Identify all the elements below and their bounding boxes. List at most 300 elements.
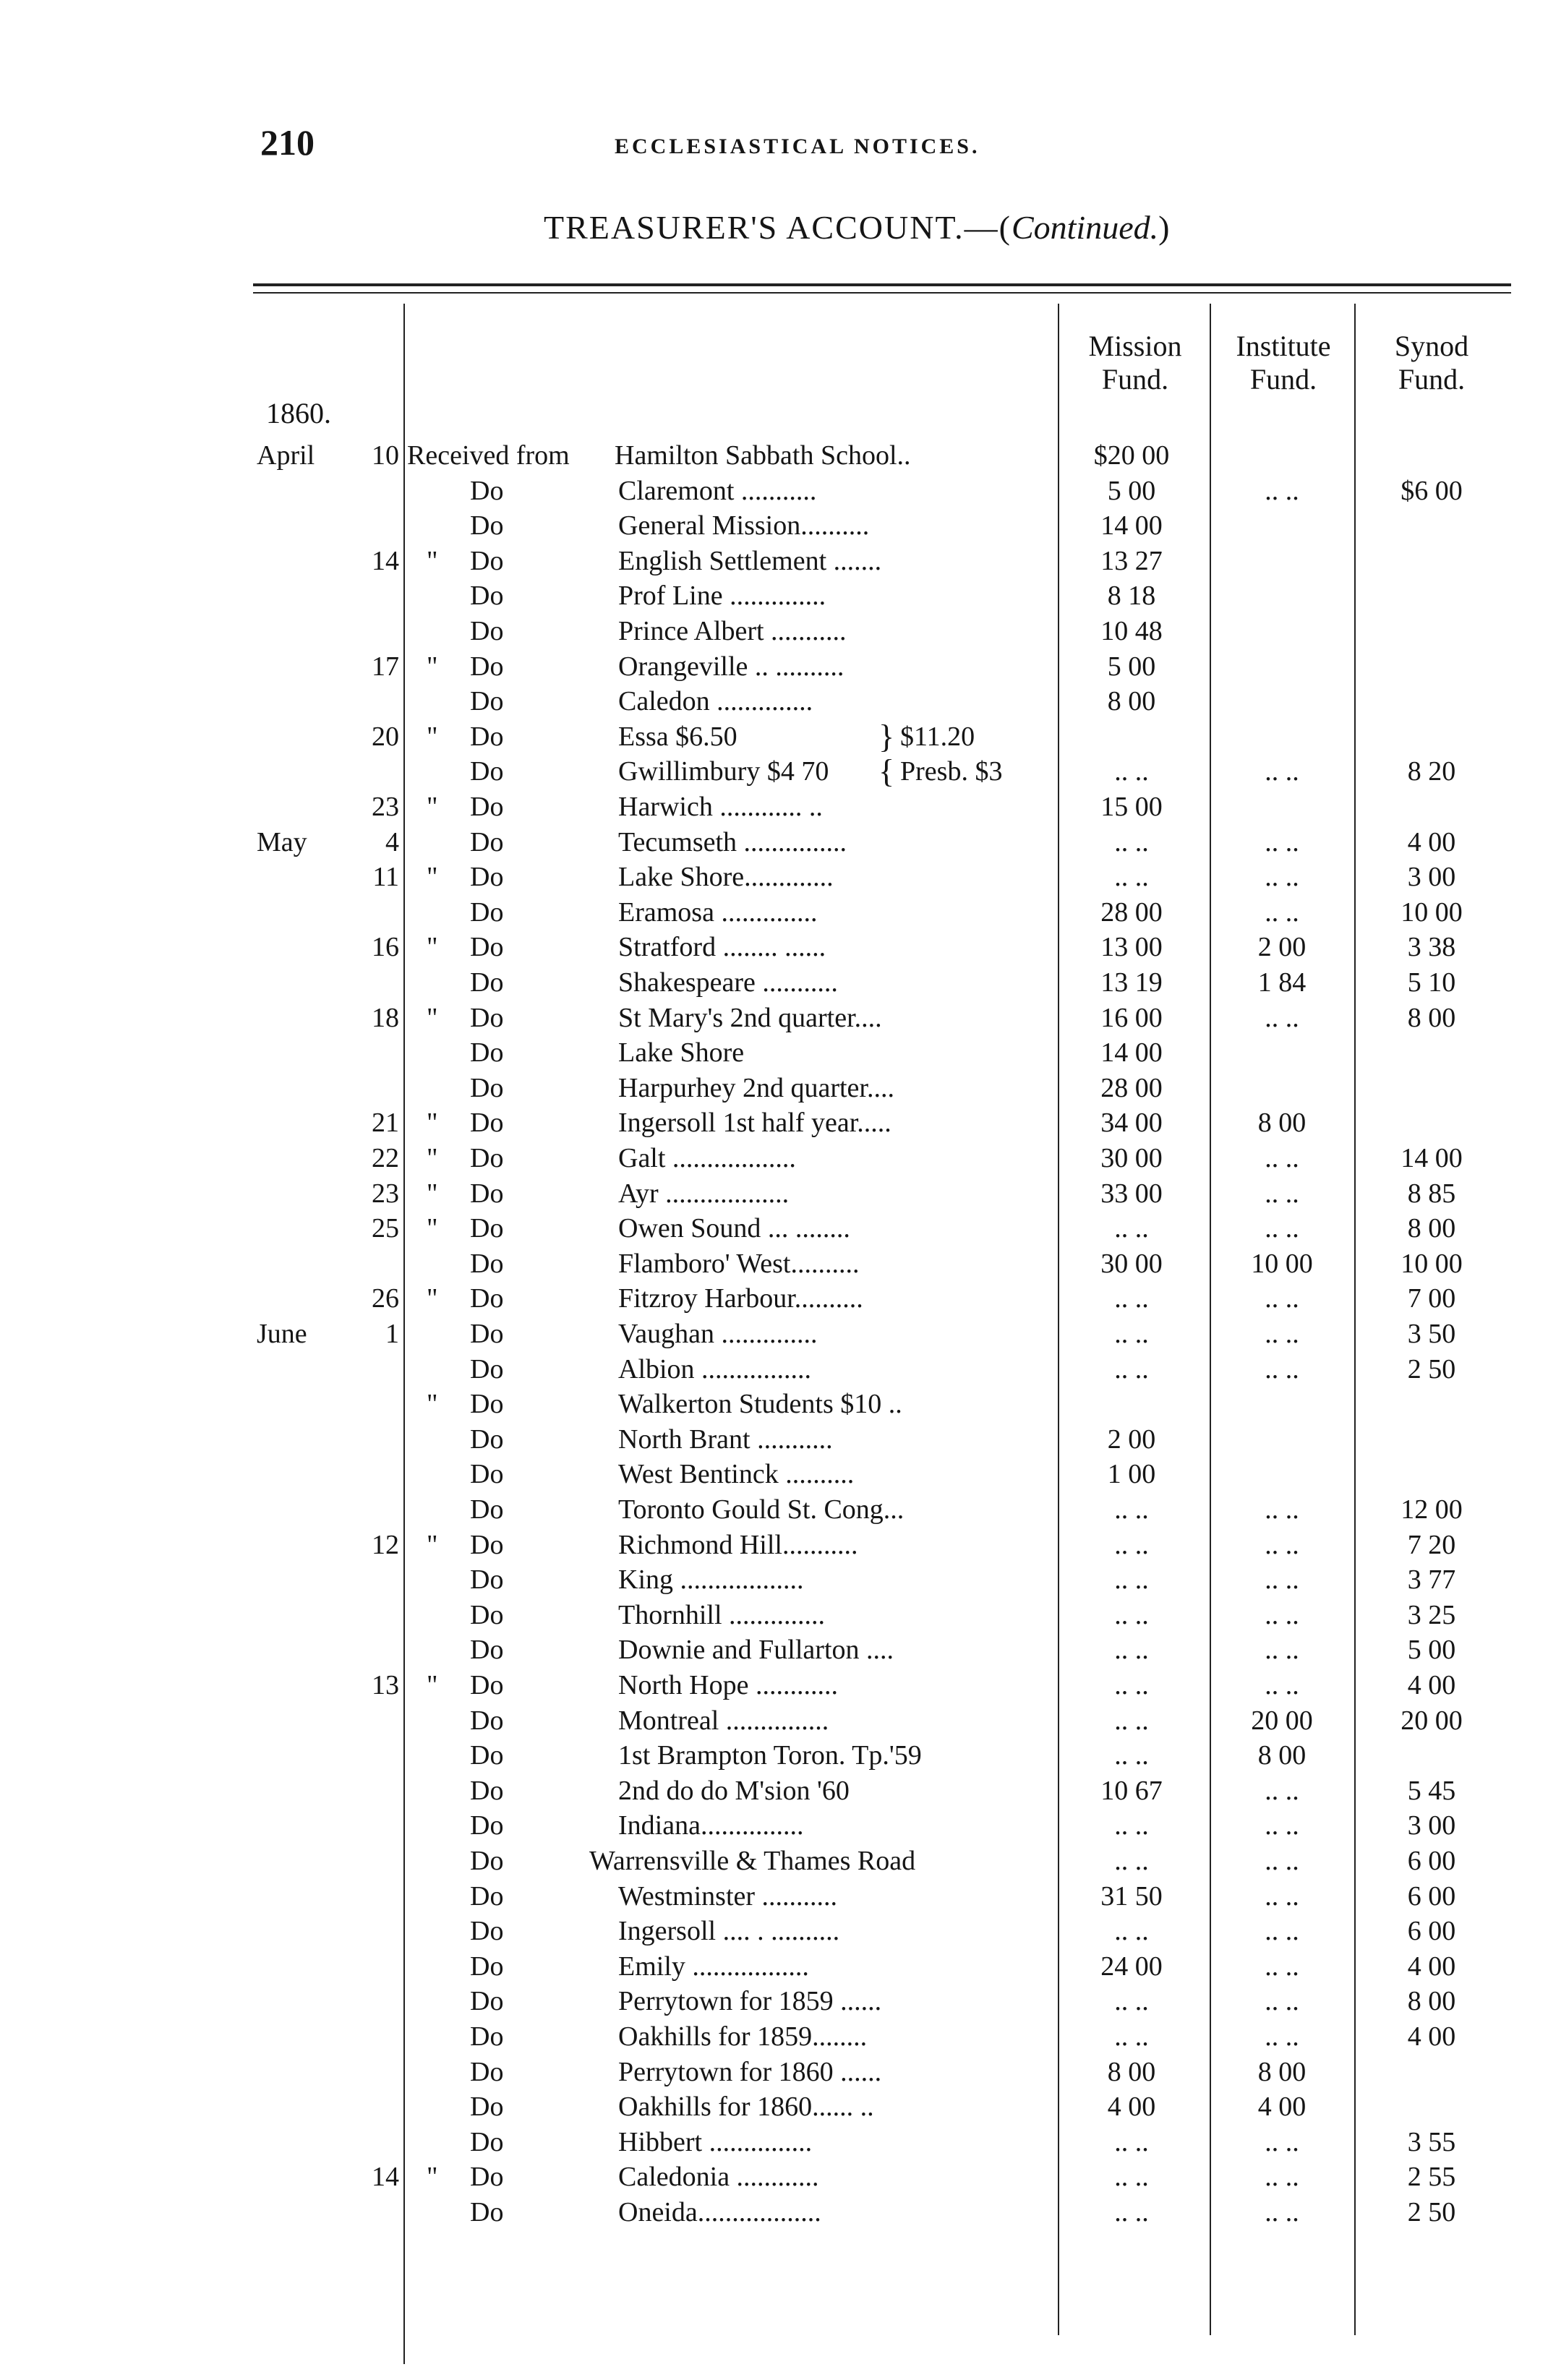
- synod-fund-amount: 4 00: [1407, 1670, 1456, 1700]
- institute-fund-amount: .. ..: [1265, 1670, 1299, 1700]
- entry-ditto-word: Do: [470, 1002, 504, 1033]
- entry-description: Tecumseth ...............: [618, 826, 847, 857]
- entry-day: 23: [372, 1178, 399, 1209]
- ditto-mark: ": [427, 1178, 438, 1209]
- table-row: [0, 1176, 1548, 1211]
- mission-fund-amount: .. ..: [1114, 1635, 1149, 1666]
- synod-fund-amount: 3 55: [1407, 2126, 1456, 2157]
- entry-description: 2nd do do M'sion '60: [618, 1775, 850, 1806]
- mission-fund-amount: 8 18: [1107, 581, 1156, 612]
- synod-fund-amount: 4 00: [1407, 826, 1456, 857]
- ditto-mark: ": [427, 792, 438, 822]
- entry-description: Ingersoll .... . ..........: [618, 1916, 840, 1947]
- entry-bracket-note: Presb. $3: [900, 756, 1003, 787]
- entry-day: 26: [372, 1283, 399, 1314]
- mission-fund-amount: 5 00: [1107, 475, 1156, 506]
- entry-description: Toronto Gould St. Cong...: [618, 1494, 905, 1525]
- ditto-mark: ": [427, 2162, 438, 2193]
- table-row: [0, 860, 1548, 894]
- entry-description: English Settlement .......: [618, 545, 882, 576]
- entry-day: 4: [385, 826, 399, 857]
- entry-description: Galt ..................: [618, 1143, 796, 1173]
- entry-ditto-word: Do: [470, 1599, 504, 1630]
- entry-ditto-word: Do: [470, 1916, 504, 1947]
- entry-description: Ingersoll 1st half year.....: [618, 1108, 891, 1139]
- mission-fund-amount: 13 27: [1100, 545, 1163, 576]
- institute-fund-amount: .. ..: [1265, 2126, 1299, 2157]
- institute-fund-amount: .. ..: [1265, 1599, 1299, 1630]
- synod-fund-header-line1: Synod: [1394, 330, 1469, 362]
- synod-fund-amount: 6 00: [1407, 1880, 1456, 1912]
- mission-fund-amount: 33 00: [1100, 1178, 1163, 1209]
- mission-fund-amount: .. ..: [1114, 1213, 1149, 1244]
- table-row: [0, 438, 1548, 473]
- entry-description: Eramosa ..............: [618, 896, 818, 928]
- entry-description: Essa $6.50: [618, 721, 737, 752]
- entry-ditto-word: Do: [470, 1810, 504, 1841]
- mission-fund-amount: .. ..: [1114, 1353, 1149, 1384]
- ditto-mark: ": [427, 545, 438, 576]
- table-row: [0, 544, 1548, 578]
- synod-fund-amount: 8 00: [1407, 1986, 1456, 2017]
- entry-ditto-word: Do: [470, 2056, 504, 2087]
- institute-fund-amount: .. ..: [1265, 1178, 1299, 1209]
- synod-fund-amount: 8 85: [1407, 1178, 1456, 1209]
- entry-ditto-word: Do: [470, 1389, 504, 1420]
- entry-description: Prince Albert ...........: [618, 616, 847, 646]
- mission-fund-amount: .. ..: [1114, 1986, 1149, 2017]
- entry-description: Caledonia ............: [618, 2162, 819, 2193]
- synod-fund-amount: 3 77: [1407, 1564, 1456, 1596]
- entry-day: 14: [372, 2162, 399, 2193]
- entry-day: 20: [372, 721, 399, 752]
- table-row: [0, 1879, 1548, 1914]
- entry-ditto-word: Do: [470, 1880, 504, 1912]
- synod-fund-header: [1359, 330, 1504, 396]
- table-row: [0, 754, 1548, 789]
- table-row: [0, 578, 1548, 613]
- institute-fund-amount: 8 00: [1257, 2056, 1307, 2087]
- mission-fund-amount: 15 00: [1100, 792, 1163, 822]
- entry-day: 11: [372, 862, 399, 893]
- brace-mark: {: [878, 753, 895, 790]
- institute-fund-amount: .. ..: [1265, 475, 1299, 506]
- table-row: [0, 2055, 1548, 2089]
- synod-fund-amount: 2 55: [1407, 2162, 1456, 2193]
- institute-fund-amount: .. ..: [1265, 1951, 1299, 1982]
- mission-fund-amount: 10 48: [1100, 616, 1163, 646]
- table-row: [0, 474, 1548, 508]
- institute-fund-header-line1: Institute: [1236, 330, 1331, 362]
- entry-ditto-word: Do: [470, 1108, 504, 1139]
- entry-ditto-word: Do: [470, 1459, 504, 1490]
- synod-fund-amount: 3 50: [1407, 1319, 1456, 1349]
- entry-ditto-word: Do: [470, 1494, 504, 1525]
- synod-fund-amount: 8 20: [1407, 756, 1456, 787]
- table-row: [0, 2089, 1548, 2124]
- mission-fund-header-line1: Mission: [1088, 330, 1182, 362]
- entry-description: Flamboro' West..........: [618, 1248, 860, 1279]
- table-row: [0, 1668, 1548, 1703]
- synod-fund-amount: 7 20: [1407, 1529, 1456, 1560]
- table-row: [0, 2195, 1548, 2230]
- entry-description: Thornhill ..............: [618, 1599, 826, 1630]
- title-main: TREASURER'S ACCOUNT.—(: [544, 209, 1012, 246]
- entry-description: 1st Brampton Toron. Tp.'59: [618, 1740, 922, 1771]
- institute-fund-amount: .. ..: [1265, 756, 1299, 787]
- institute-fund-amount: .. ..: [1265, 1564, 1299, 1596]
- entry-description: Warrensville & Thames Road: [589, 1846, 916, 1876]
- entry-description: Hibbert ...............: [618, 2126, 813, 2157]
- ditto-mark: ": [427, 932, 438, 963]
- institute-fund-amount: .. ..: [1265, 1916, 1299, 1947]
- entry-ditto-word: Do: [470, 2197, 504, 2227]
- mission-fund-amount: 2 00: [1107, 1424, 1156, 1455]
- mission-fund-amount: .. ..: [1114, 1846, 1149, 1876]
- entry-day: 17: [372, 651, 399, 682]
- entry-ditto-word: Do: [470, 1424, 504, 1455]
- synod-fund-amount: 7 00: [1407, 1283, 1456, 1314]
- synod-fund-amount: 20 00: [1401, 1705, 1463, 1736]
- table-row: [0, 1457, 1548, 1491]
- institute-fund-amount: 10 00: [1251, 1248, 1313, 1279]
- entry-day: 10: [372, 440, 399, 471]
- synod-fund-amount: $6 00: [1401, 475, 1463, 506]
- institute-fund-amount: .. ..: [1265, 1213, 1299, 1244]
- mission-fund-amount: .. ..: [1114, 862, 1149, 893]
- entry-description: Richmond Hill...........: [618, 1529, 858, 1560]
- table-row: [0, 1562, 1548, 1597]
- mission-fund-amount: 13 00: [1100, 932, 1163, 963]
- entry-ditto-word: Do: [470, 1213, 504, 1244]
- entry-ditto-word: Do: [470, 1775, 504, 1806]
- institute-fund-amount: .. ..: [1265, 1810, 1299, 1841]
- table-row: [0, 895, 1548, 930]
- entry-day: 16: [372, 932, 399, 963]
- institute-fund-amount: .. ..: [1265, 2197, 1299, 2227]
- synod-fund-amount: 3 00: [1407, 862, 1456, 893]
- entry-description: St Mary's 2nd quarter....: [618, 1002, 882, 1033]
- entry-description: North Hope ............: [618, 1670, 838, 1700]
- mission-fund-amount: .. ..: [1114, 1599, 1149, 1630]
- institute-fund-amount: .. ..: [1265, 896, 1299, 928]
- entry-description: West Bentinck ..........: [618, 1459, 855, 1490]
- entry-month: June: [257, 1319, 307, 1349]
- mission-fund-amount: 31 50: [1100, 1880, 1163, 1912]
- table-row: [0, 1632, 1548, 1667]
- table-row: [0, 1808, 1548, 1843]
- entry-ditto-word: Do: [470, 651, 504, 682]
- table-row: [0, 684, 1548, 719]
- synod-fund-header-line2: Fund.: [1398, 363, 1466, 395]
- table-row: [0, 1528, 1548, 1562]
- mission-fund-amount: 14 00: [1100, 510, 1163, 542]
- entry-description: Prof Line ..............: [618, 581, 826, 612]
- table-row: [0, 1703, 1548, 1738]
- entry-ditto-word: Do: [470, 510, 504, 542]
- institute-fund-amount: 20 00: [1251, 1705, 1313, 1736]
- entry-ditto-word: Do: [470, 756, 504, 787]
- mission-fund-amount: 10 67: [1100, 1775, 1163, 1806]
- table-row: [0, 1844, 1548, 1878]
- entry-description: Perrytown for 1860 ......: [618, 2056, 882, 2087]
- table-row: [0, 1738, 1548, 1773]
- institute-fund-amount: .. ..: [1265, 1143, 1299, 1173]
- running-head: ECCLESIASTICAL NOTICES.: [615, 134, 980, 158]
- entry-description: Walkerton Students $10 ..: [618, 1389, 902, 1420]
- table-row: [0, 965, 1548, 1000]
- table-row: [0, 2019, 1548, 2054]
- mission-fund-amount: .. ..: [1114, 1670, 1149, 1700]
- mission-fund-amount: 1 00: [1107, 1459, 1156, 1490]
- table-row: [0, 2159, 1548, 2194]
- synod-fund-amount: 14 00: [1401, 1143, 1463, 1173]
- table-row: [0, 825, 1548, 860]
- synod-fund-amount: 2 50: [1407, 2197, 1456, 2227]
- institute-fund-amount: .. ..: [1265, 1319, 1299, 1349]
- mission-fund-amount: 8 00: [1107, 2056, 1156, 2087]
- mission-fund-amount: .. ..: [1114, 2197, 1149, 2227]
- table-row: [0, 1105, 1548, 1140]
- entry-ditto-word: Do: [470, 1143, 504, 1173]
- table-row: [0, 1281, 1548, 1316]
- table-row: [0, 1949, 1548, 1984]
- synod-fund-amount: 3 38: [1407, 932, 1456, 963]
- mission-fund-amount: 34 00: [1100, 1108, 1163, 1139]
- entry-ditto-word: Do: [470, 1072, 504, 1103]
- entry-ditto-word: Do: [470, 1635, 504, 1666]
- entry-ditto-word: Do: [470, 2162, 504, 2193]
- ditto-mark: ": [427, 1002, 438, 1033]
- mission-fund-amount: 4 00: [1107, 2092, 1156, 2123]
- institute-fund-amount: .. ..: [1265, 2021, 1299, 2052]
- year-label: 1860.: [266, 397, 331, 429]
- entry-day: 1: [385, 1319, 399, 1349]
- entry-day: 13: [372, 1670, 399, 1700]
- ditto-mark: ": [427, 1283, 438, 1314]
- entry-description: Harwich ............ ..: [618, 792, 823, 822]
- ditto-mark: ": [427, 862, 438, 893]
- table-row: [0, 1492, 1548, 1527]
- entry-month: May: [257, 826, 307, 857]
- synod-fund-amount: 10 00: [1401, 896, 1463, 928]
- entry-description: Claremont ...........: [618, 475, 817, 506]
- entry-ditto-word: Do: [470, 1529, 504, 1560]
- table-row: [0, 1246, 1548, 1281]
- synod-fund-amount: 4 00: [1407, 1951, 1456, 1982]
- mission-fund-amount: .. ..: [1114, 1283, 1149, 1314]
- institute-fund-amount: 2 00: [1257, 932, 1307, 963]
- mission-fund-amount: 30 00: [1100, 1248, 1163, 1279]
- entry-description: Gwillimbury $4 70: [618, 756, 829, 787]
- table-row: [0, 1001, 1548, 1035]
- entry-description: Lake Shore.............: [618, 862, 834, 893]
- entry-ditto-word: Do: [470, 826, 504, 857]
- entry-ditto-word: Do: [470, 686, 504, 717]
- mission-fund-amount: .. ..: [1114, 756, 1149, 787]
- entry-description: General Mission..........: [618, 510, 870, 542]
- entry-ditto-word: Do: [470, 1846, 504, 1876]
- institute-fund-amount: .. ..: [1265, 1635, 1299, 1666]
- ditto-mark: ": [427, 1213, 438, 1244]
- page-number: 210: [260, 122, 315, 163]
- synod-fund-amount: 4 00: [1407, 2021, 1456, 2052]
- mission-fund-amount: 30 00: [1100, 1143, 1163, 1173]
- table-row: [0, 1773, 1548, 1808]
- mission-fund-header: [1063, 330, 1207, 396]
- entry-description: Emily .................: [618, 1951, 809, 1982]
- entry-ditto-word: Do: [470, 932, 504, 963]
- entry-ditto-word: Do: [470, 792, 504, 822]
- institute-fund-amount: .. ..: [1265, 862, 1299, 893]
- entry-description: Oakhills for 1860...... ..: [618, 2092, 874, 2123]
- entry-ditto-word: Do: [470, 1740, 504, 1771]
- mission-fund-amount: .. ..: [1114, 1810, 1149, 1841]
- table-row: [0, 1035, 1548, 1070]
- entry-ditto-word: Do: [470, 2021, 504, 2052]
- entry-ditto-word: Do: [470, 581, 504, 612]
- institute-fund-amount: 8 00: [1257, 1108, 1307, 1139]
- table-row: [0, 1387, 1548, 1421]
- entry-description: Ayr ..................: [618, 1178, 790, 1209]
- entry-description: Hamilton Sabbath School..: [615, 440, 911, 471]
- entry-day: 21: [372, 1108, 399, 1139]
- synod-fund-amount: 8 00: [1407, 1213, 1456, 1244]
- ditto-mark: ": [427, 1143, 438, 1173]
- table-row: [0, 1984, 1548, 2019]
- mission-fund-amount: 24 00: [1100, 1951, 1163, 1982]
- table-row: [0, 1071, 1548, 1105]
- institute-fund-header: [1215, 330, 1352, 396]
- top-rule: [253, 283, 1511, 286]
- mission-fund-amount: .. ..: [1114, 1529, 1149, 1560]
- mission-fund-amount: .. ..: [1114, 1564, 1149, 1596]
- entry-ditto-word: Do: [470, 1986, 504, 2017]
- entry-day: 25: [372, 1213, 399, 1244]
- entry-description: Downie and Fullarton ....: [618, 1635, 894, 1666]
- institute-fund-amount: 4 00: [1257, 2092, 1307, 2123]
- entry-description: Caledon ..............: [618, 686, 813, 717]
- entry-ditto-word: Do: [470, 862, 504, 893]
- mission-fund-amount: .. ..: [1114, 1705, 1149, 1736]
- mission-fund-amount: .. ..: [1114, 1740, 1149, 1771]
- mission-fund-amount: .. ..: [1114, 2021, 1149, 2052]
- entry-description: Oakhills for 1859........: [618, 2021, 868, 2052]
- institute-fund-header-line2: Fund.: [1249, 363, 1317, 395]
- table-row: [0, 1914, 1548, 1948]
- entry-description: Vaughan ..............: [618, 1319, 818, 1349]
- entry-ditto-word: Do: [470, 721, 504, 752]
- ditto-mark: ": [427, 1108, 438, 1139]
- entry-day: 18: [372, 1002, 399, 1033]
- table-row: [0, 508, 1548, 543]
- institute-fund-amount: 1 84: [1257, 967, 1307, 998]
- entry-ditto-word: Do: [470, 1037, 504, 1069]
- table-row: [0, 1141, 1548, 1176]
- institute-fund-amount: .. ..: [1265, 1283, 1299, 1314]
- mission-fund-amount: 13 19: [1100, 967, 1163, 998]
- entry-ditto-word: Do: [470, 1670, 504, 1700]
- entry-description: Fitzroy Harbour..........: [618, 1283, 863, 1314]
- entry-description: Shakespeare ...........: [618, 967, 838, 998]
- ditto-mark: ": [427, 721, 438, 752]
- synod-fund-amount: 6 00: [1407, 1846, 1456, 1876]
- institute-fund-amount: .. ..: [1265, 1986, 1299, 2017]
- table-row: [0, 1422, 1548, 1457]
- entry-description: Westminster ...........: [618, 1880, 838, 1912]
- mission-fund-amount: .. ..: [1114, 1494, 1149, 1525]
- synod-fund-amount: 10 00: [1401, 1248, 1463, 1279]
- mission-fund-header-line2: Fund.: [1101, 363, 1169, 395]
- entry-day: 14: [372, 545, 399, 576]
- table-row: [0, 2125, 1548, 2159]
- entry-ditto-word: Do: [470, 475, 504, 506]
- table-row: [0, 1317, 1548, 1351]
- mission-fund-amount: .. ..: [1114, 2126, 1149, 2157]
- entry-description: North Brant ...........: [618, 1424, 833, 1455]
- entry-bracket-note: $11.20: [900, 721, 975, 752]
- synod-fund-amount: 2 50: [1407, 1353, 1456, 1384]
- synod-fund-amount: 8 00: [1407, 1002, 1456, 1033]
- title-close: ): [1158, 209, 1171, 246]
- ditto-mark: ": [427, 651, 438, 682]
- table-row: [0, 1211, 1548, 1246]
- mission-fund-amount: .. ..: [1114, 826, 1149, 857]
- mission-fund-amount: 5 00: [1107, 651, 1156, 682]
- entry-description: Indiana...............: [618, 1810, 804, 1841]
- entry-ditto-word: Do: [470, 1564, 504, 1596]
- entry-day: 12: [372, 1529, 399, 1560]
- synod-fund-amount: 5 10: [1407, 967, 1456, 998]
- institute-fund-amount: .. ..: [1265, 1002, 1299, 1033]
- synod-fund-amount: 5 45: [1407, 1775, 1456, 1806]
- institute-fund-amount: .. ..: [1265, 826, 1299, 857]
- entry-description: Perrytown for 1859 ......: [618, 1986, 882, 2017]
- entry-description: Harpurhey 2nd quarter....: [618, 1072, 894, 1103]
- entry-ditto-word: Do: [470, 545, 504, 576]
- ditto-mark: ": [427, 1529, 438, 1560]
- entry-description: Montreal ...............: [618, 1705, 829, 1736]
- entry-day: 22: [372, 1143, 399, 1173]
- synod-fund-amount: 5 00: [1407, 1635, 1456, 1666]
- entry-description: Albion ................: [618, 1353, 812, 1384]
- synod-fund-amount: 3 00: [1407, 1810, 1456, 1841]
- entry-ditto-word: Do: [470, 1319, 504, 1349]
- brace-mark: }: [878, 717, 895, 755]
- synod-fund-amount: 12 00: [1401, 1494, 1463, 1525]
- entry-description: Orangeville .. ..........: [618, 651, 844, 682]
- title-italic: Continued.: [1011, 209, 1159, 246]
- entry-description: Lake Shore: [618, 1037, 745, 1069]
- entry-ditto-word: Do: [470, 967, 504, 998]
- entry-ditto-word: Do: [470, 1951, 504, 1982]
- table-row: [0, 1598, 1548, 1632]
- mission-fund-amount: 14 00: [1100, 1037, 1163, 1069]
- entry-ditto-word: Do: [470, 1705, 504, 1736]
- mission-fund-amount: 28 00: [1100, 896, 1163, 928]
- mission-fund-amount: $20 00: [1093, 440, 1170, 471]
- table-row: [0, 649, 1548, 684]
- institute-fund-amount: .. ..: [1265, 1775, 1299, 1806]
- entry-description: Owen Sound ... ........: [618, 1213, 850, 1244]
- table-row: [0, 1352, 1548, 1387]
- mission-fund-amount: .. ..: [1114, 2162, 1149, 2193]
- institute-fund-amount: .. ..: [1265, 1846, 1299, 1876]
- mission-fund-amount: 8 00: [1107, 686, 1156, 717]
- mission-fund-amount: .. ..: [1114, 1319, 1149, 1349]
- entry-ditto-word: Do: [470, 1248, 504, 1279]
- institute-fund-amount: .. ..: [1265, 1353, 1299, 1384]
